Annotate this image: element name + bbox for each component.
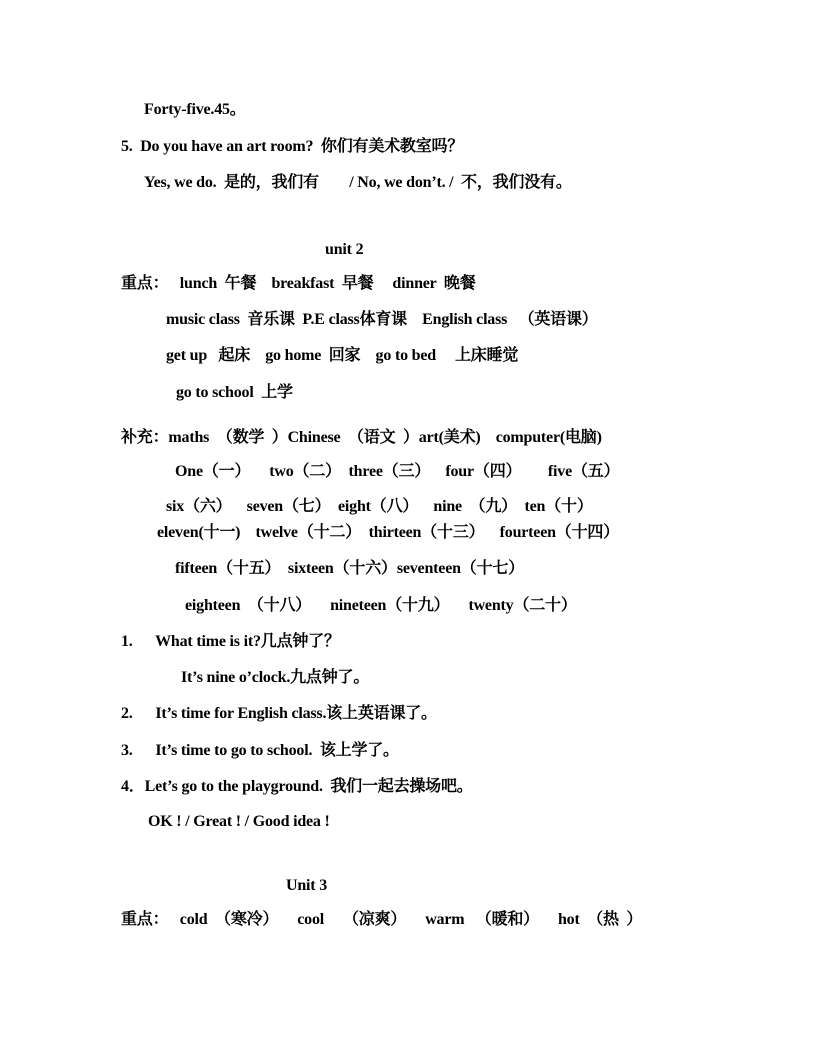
- line-numbers-18-20: eighteen （十八） nineteen（十九） twenty（二十）: [185, 597, 577, 614]
- line-answer-5: Yes, we do. 是的，我们有 / No, we don’t. / 不，我们没有。: [144, 174, 572, 191]
- line-item-2: 2. It’s time for English class.该上英语课了。: [121, 705, 437, 722]
- line-item-1-answer: It’s nine o’clock.九点钟了。: [181, 669, 370, 686]
- line-question-5: 5. Do you have an art room? 你们有美术教室吗？: [121, 138, 464, 155]
- heading-unit-3: Unit 3: [286, 877, 328, 894]
- line-supplement-subjects: 补充：maths （数学 ）Chinese （语文 ）art(美术) computer(电脑): [121, 429, 602, 446]
- line-key-points-meals: 重点： lunch 午餐 breakfast 早餐 dinner 晚餐: [121, 275, 476, 292]
- line-numbers-11-14: eleven(十一) twelve（十二） thirteen（十三） fourteen（十四）: [157, 524, 619, 541]
- line-item-3: 3. It’s time to go to school. 该上学了。: [121, 742, 399, 759]
- line-key-points-school: go to school 上学: [176, 384, 293, 401]
- line-key-points-classes: music class 音乐课 P.E class体育课 English class （英语课）: [166, 311, 598, 328]
- line-numbers-1-5: One（一） two（二） three（三） four（四） five（五）: [175, 463, 620, 480]
- line-item-4: 4．Let’s go to the playground. 我们一起去操场吧。: [121, 778, 473, 795]
- line-key-points-routine: get up 起床 go home 回家 go to bed 上床睡觉: [166, 347, 519, 364]
- line-key-points-weather: 重点： cold （寒冷） cool （凉爽） warm （暖和） hot （热 ）: [121, 911, 643, 928]
- heading-unit-2: unit 2: [325, 241, 364, 258]
- line-item-4-answer: OK ! / Great ! / Good idea !: [148, 813, 330, 830]
- line-numbers-15-17: fifteen（十五） sixteen（十六）seventeen（十七）: [175, 560, 524, 577]
- line-forty-five: Forty-five.45。: [144, 101, 246, 118]
- line-item-1-question: 1. What time is it?几点钟了？: [121, 633, 340, 650]
- line-numbers-6-10: six（六） seven（七） eight（八） nine （九） ten（十）: [166, 498, 593, 515]
